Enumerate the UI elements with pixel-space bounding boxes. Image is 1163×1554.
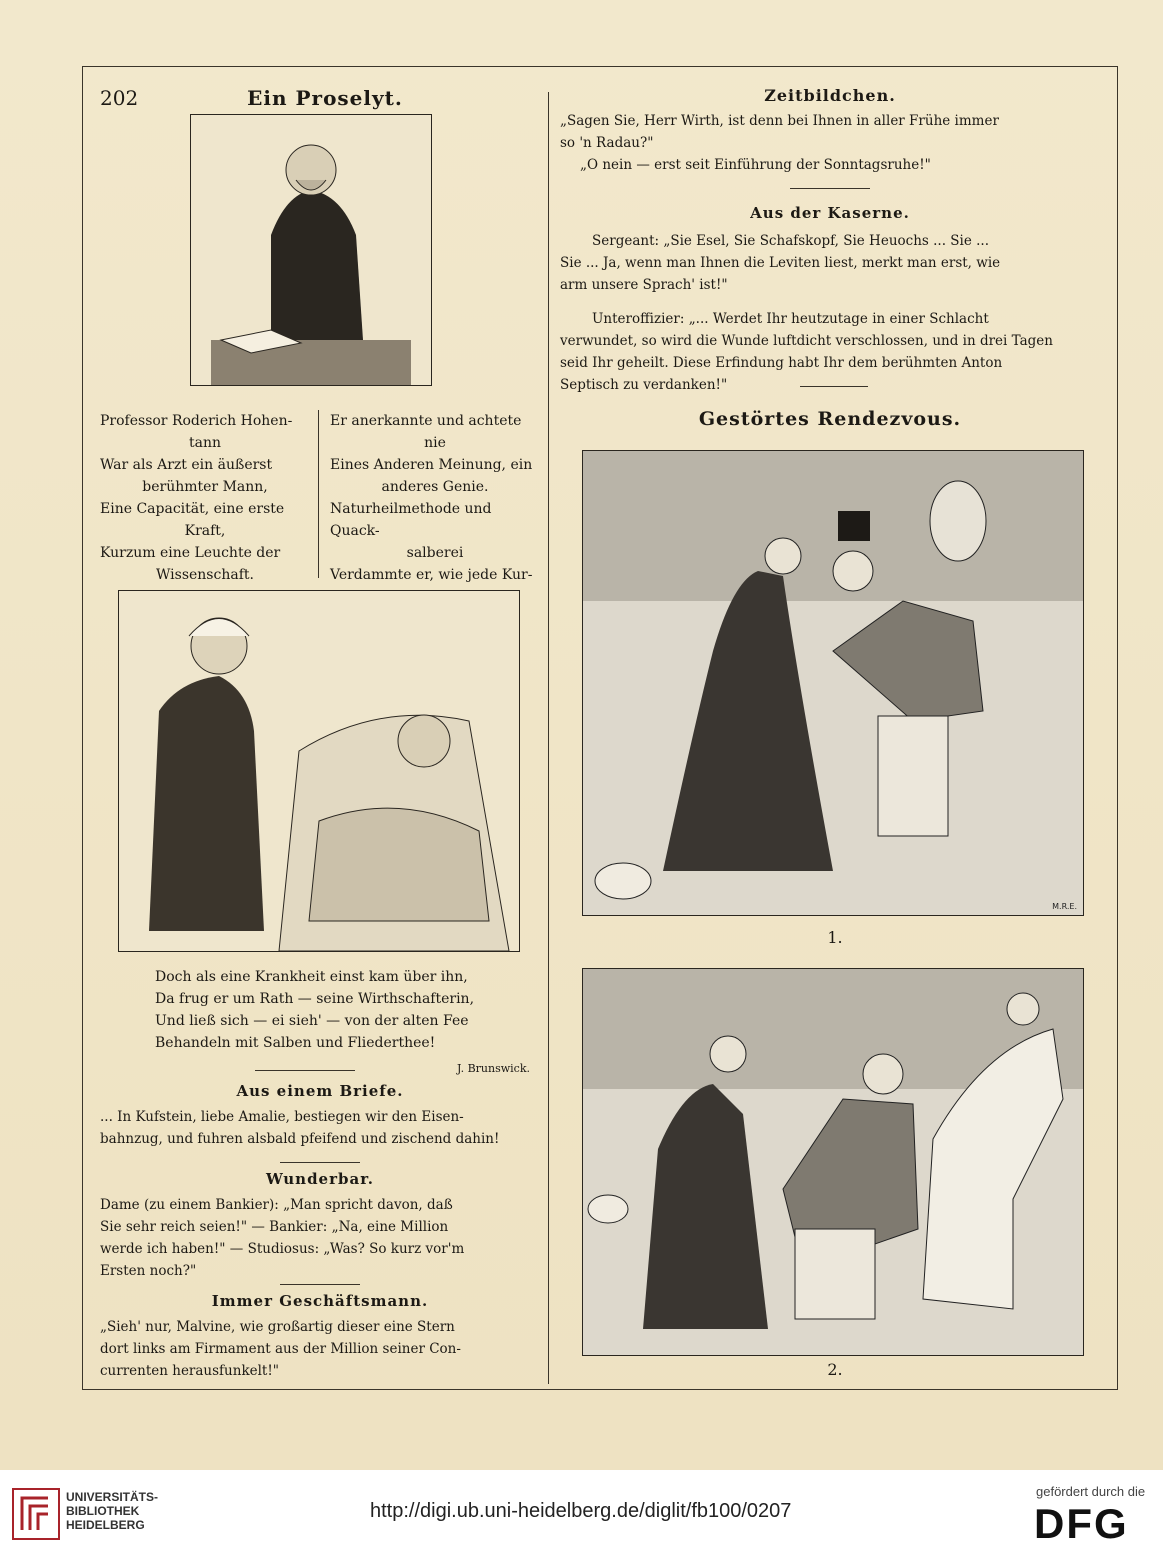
illustration-professor <box>190 114 432 386</box>
article-title-zeitbildchen: Zeitbildchen. <box>764 86 896 105</box>
separator <box>255 1070 355 1071</box>
poem-line: Eine Capacität, eine erste <box>100 501 285 517</box>
poem-line: Kraft, <box>184 523 226 539</box>
text-line: so 'n Radau?" <box>560 135 654 151</box>
text-line: Dame (zu einem Bankier): „Man spricht davon, daß <box>100 1197 453 1213</box>
author-credit: J. Brunswick. <box>457 1062 530 1075</box>
poem-line: Kurzum eine Leuchte der <box>100 545 281 561</box>
text-line: Sie ... Ja, wenn man Ihnen die Leviten liest, merkt man erst, wie <box>560 255 1001 271</box>
article-body-brief <box>100 1106 540 1150</box>
text-line: Septisch zu verdanken!" <box>560 377 728 393</box>
text-line: verwundet, so wird die Wunde luftdicht verschlossen, und in drei Tagen <box>560 333 1053 349</box>
separator <box>280 1284 360 1285</box>
poem-line: Wissenschaft. <box>156 567 254 583</box>
text-line: „Sieh' nur, Malvine, wie großartig dieser eine Stern <box>100 1319 455 1335</box>
poem-line: Verdammte er, wie jede Kur- <box>330 567 533 583</box>
poem-stanza <box>155 966 515 1054</box>
illustration-caption-2: 2. <box>827 1360 843 1379</box>
poem-line: Professor Roderich Hohen- <box>100 413 293 429</box>
text-line: currenten herausfunkelt!" <box>100 1363 279 1379</box>
poem-line: salberei <box>406 545 464 561</box>
text-line: ... In Kufstein, liebe Amalie, bestiegen wir den Eisen- <box>100 1109 464 1125</box>
poem-line: Naturheilmethode und Quack- <box>330 501 492 539</box>
library-name-line: HEIDELBERG <box>66 1518 145 1532</box>
article-body-unteroffizier <box>560 308 1100 396</box>
library-name-line: BIBLIOTHEK <box>66 1504 140 1518</box>
illustration-caption-1: 1. <box>827 928 843 947</box>
text-line: dort links am Firmament aus der Million seiner Con- <box>100 1341 461 1357</box>
article-title-kaserne: Aus der Kaserne. <box>750 204 910 222</box>
article-title-rendezvous: Gestörtes Rendezvous. <box>698 408 962 430</box>
illustrator-signature: M.R.E. <box>1052 902 1077 911</box>
library-name-line: UNIVERSITÄTS- <box>66 1490 159 1504</box>
illustration-sickbed <box>118 590 520 952</box>
article-title-proselyt: Ein Proselyt. <box>247 86 403 110</box>
article-body-kaserne <box>560 230 1100 296</box>
poem-line: Da frug er um Rath — seine Wirthschafterin, <box>155 991 475 1007</box>
text-line: seid Ihr geheilt. Diese Erfindung habt Ihr dem berühmten Anton <box>560 355 1003 371</box>
text-line: Sie sehr reich seien!" — Bankier: „Na, eine Million <box>100 1219 449 1235</box>
separator <box>790 188 870 189</box>
illustration-rendezvous-2 <box>582 968 1084 1356</box>
poem-column-2 <box>330 410 540 608</box>
text-line: Ersten noch?" <box>100 1263 197 1279</box>
separator <box>800 386 868 387</box>
article-body-geschaeftsmann <box>100 1316 540 1382</box>
text-line: Sergeant: „Sie Esel, Sie Schafskopf, Sie Heuochs ... Sie ... <box>592 233 990 249</box>
article-body-wunderbar <box>100 1194 540 1282</box>
article-title-wunderbar: Wunderbar. <box>266 1170 374 1188</box>
page-number: 202 <box>100 86 139 110</box>
poem-line: Er anerkannte und achtete <box>330 413 522 429</box>
library-name <box>66 1490 158 1532</box>
text-line: „O nein — erst seit Einführung der Sonntagsruhe!" <box>580 157 931 173</box>
poem-line: Behandeln mit Salben und Fliederthee! <box>155 1035 436 1051</box>
text-line: arm unsere Sprach' ist!" <box>560 277 728 293</box>
dfg-logo: DFG <box>1034 1500 1129 1547</box>
poem-line: Eines Anderen Meinung, ein <box>330 457 533 473</box>
source-url-link[interactable]: http://digi.ub.uni-heidelberg.de/diglit/fb100/0207 <box>370 1500 792 1522</box>
poem-line: Und ließ sich — ei sieh' — von der alten Fee <box>155 1013 469 1029</box>
column-divider <box>548 92 549 1384</box>
poem-line: tann <box>188 435 221 451</box>
text-line: werde ich haben!" — Studiosus: „Was? So kurz vor'm <box>100 1241 465 1257</box>
article-title-geschaeftsmann: Immer Geschäftsmann. <box>211 1292 429 1310</box>
poem-line: Doch als eine Krankheit einst kam über ihn, <box>155 969 468 985</box>
article-body-zeitbildchen <box>560 110 1100 176</box>
illustration-rendezvous-1 <box>582 450 1084 916</box>
article-title-brief: Aus einem Briefe. <box>236 1082 404 1100</box>
text-line: „Sagen Sie, Herr Wirth, ist denn bei Ihnen in aller Frühe immer <box>560 113 999 129</box>
poem-divider <box>318 410 319 578</box>
library-logo-icon <box>12 1488 60 1540</box>
poem-line: berühmter Mann, <box>142 479 268 495</box>
separator <box>280 1162 360 1163</box>
funding-label: gefördert durch die <box>1036 1484 1146 1499</box>
poem-line: War als Arzt ein äußerst <box>100 457 273 473</box>
poem-line: anderes Genie. <box>381 479 489 495</box>
text-line: bahnzug, und fuhren alsbald pfeifend und zischend dahin! <box>100 1131 500 1147</box>
poem-line: nie <box>424 435 446 451</box>
poem-column-1 <box>100 410 310 586</box>
text-line: Unteroffizier: „... Werdet Ihr heutzutage in einer Schlacht <box>592 311 989 327</box>
